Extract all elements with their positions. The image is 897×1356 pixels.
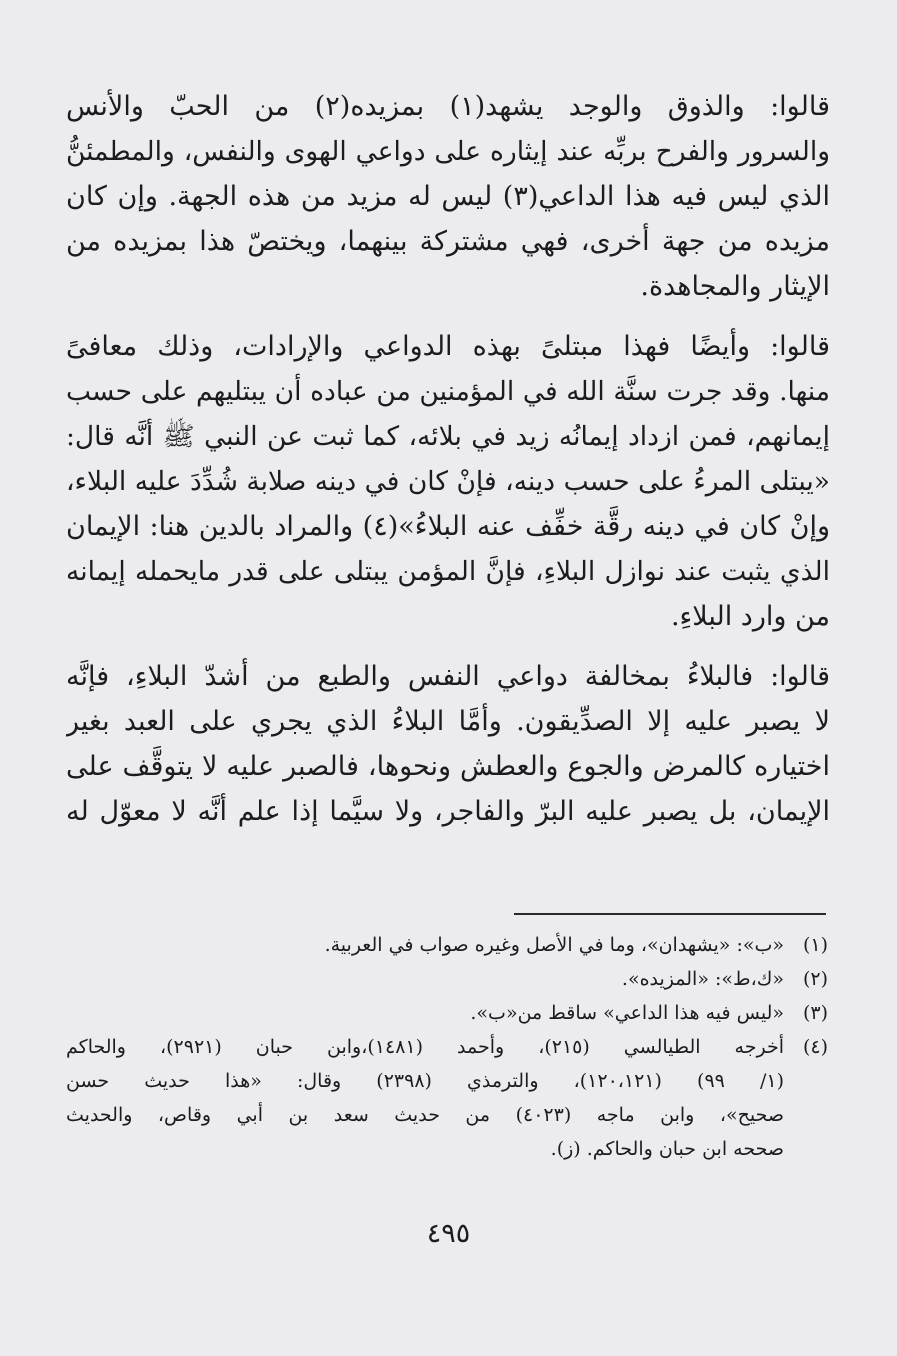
text-line: الذي ليس فيه هذا الداعي(٣) ليس له مزيد من هذه الجهة. وإن كان [66, 181, 830, 212]
text-line: الإيثار والمجاهدة. [640, 271, 830, 302]
footnote-text: (١/ ٩٩) (١٢٠،١٢١)، والترمذي (٢٣٩٨) وقال: «هذا حديث حسن [66, 1070, 784, 1092]
footnotes [66, 928, 830, 1166]
footnote-text: صحيح»، وابن ماجه (٤٠٢٣) من حديث سعد بن أبي وقاص، والحديث [66, 1104, 784, 1126]
text-line: إيمانهم، فمن ازداد إيمانُه زيد في بلائه، كما ثبت عن النبي ﷺ أنَّه قال: [66, 421, 830, 452]
footnote-number: (٣) [802, 1002, 828, 1024]
text-line: الذي يثبت عند نوازل البلاءِ، فإنَّ المؤمن يبتلى على قدر مايحمله إيمانه [66, 556, 830, 587]
footnote-4 [66, 1030, 830, 1166]
text-line: الإيمان، بل يصبر عليه البرّ والفاجر، ولا سيَّما إذا علم أنَّه لا معوّل له [66, 796, 830, 827]
text-line: اختياره كالمرض والجوع والعطش ونحوها، فالصبر عليه لا يتوقَّف على [66, 751, 830, 782]
text-line: من وارد البلاءِ. [670, 601, 830, 632]
footnote-text: «ب»: «يشهدان»، وما في الأصل وغيره صواب في العربية. [324, 934, 784, 956]
text-line: وإنْ كان في دينه رقَّة خفِّف عنه البلاءُ»(٤) والمراد بالدين هنا: الإيمان [66, 511, 830, 542]
footnote-text: صححه ابن حبان والحاكم. (ز). [550, 1138, 784, 1160]
footnote-text: «ك،ط»: «المزيده». [621, 968, 784, 990]
paragraph-1 [66, 84, 830, 309]
footnote-number: (٢) [802, 968, 828, 990]
footnote-2 [66, 962, 830, 996]
text-line: قالوا: والذوق والوجد يشهد(١) بمزيده(٢) من الحبّ والأنس [66, 91, 830, 122]
paragraph-3 [66, 654, 830, 834]
footnote-3 [66, 996, 830, 1030]
main-text [66, 84, 830, 834]
text-line: «يبتلى المرءُ على حسب دينه، فإنْ كان في دينه صلابة شُدِّدَ عليه البلاء، [66, 466, 830, 497]
footnote-1 [66, 928, 830, 962]
paragraph-gap [66, 639, 830, 654]
footnote-divider [514, 913, 826, 915]
text-line: مزيده من جهة أخرى، فهي مشتركة بينهما، ويختصّ هذا بمزيده من [66, 226, 830, 257]
page-number: ٤٩٥ [426, 1218, 471, 1249]
text-line: قالوا: فالبلاءُ بمخالفة دواعي النفس والطبع من أشدّ البلاءِ، فإنَّه [66, 661, 830, 692]
paragraph-2 [66, 324, 830, 639]
footnote-number: (١) [802, 934, 828, 956]
footnote-number: (٤) [802, 1036, 828, 1058]
paragraph-gap [66, 309, 830, 324]
text-line: منها. وقد جرت سنَّة الله في المؤمنين من عباده أن يبتليهم على حسب [66, 376, 830, 407]
text-line: لا يصبر عليه إلا الصدِّيقون. وأمَّا البلاءُ الذي يجري على العبد بغير [66, 706, 830, 737]
text-line: والسرور والفرح بربِّه عند إيثاره على دواعي الهوى والنفس، والمطمئنُّ [66, 136, 830, 167]
text-line: قالوا: وأيضًا فهذا مبتلىً بهذه الدواعي والإرادات، وذلك معافىً [66, 331, 830, 362]
footnote-text: أخرجه الطيالسي (٢١٥)، وأحمد (١٤٨١)،وابن حبان (٢٩٢١)، والحاكم [66, 1036, 784, 1058]
footnote-text: «ليس فيه هذا الداعي» ساقط من«ب». [470, 1002, 784, 1024]
